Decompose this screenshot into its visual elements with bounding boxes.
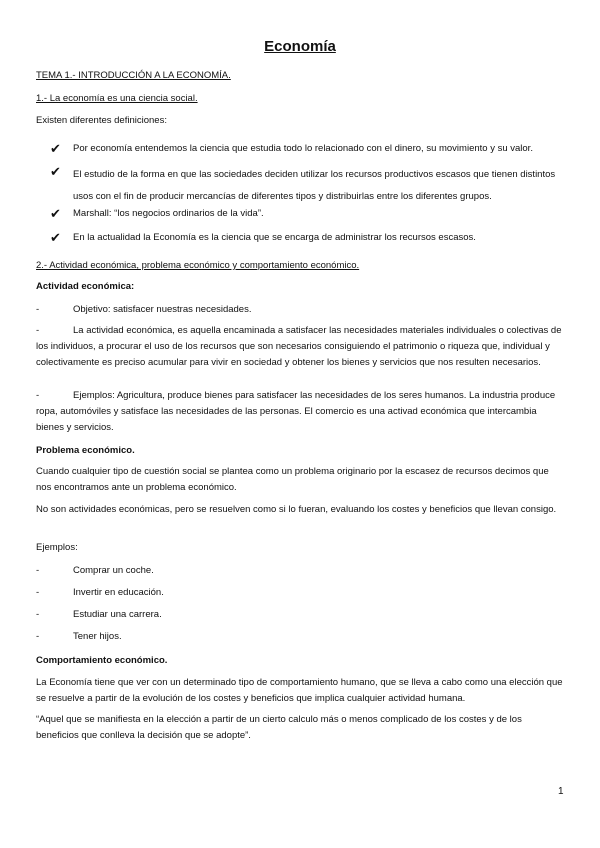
dash-bullet: - <box>36 565 40 576</box>
ejemplos-label: Ejemplos: <box>36 542 78 553</box>
problema-paragraph: No son actividades económicas, pero se resuelven como si lo fueran, evaluando los costes y beneficios que llevan consigo. <box>36 504 557 515</box>
comportamiento-paragraph: La Economía tiene que ver con un determinado tipo de comportamiento humano, que se lleva a cabo como una elección que se resuelve a partir de la evolución de los costes y beneficios que implica cualquier actividad humana. <box>36 677 563 704</box>
definition-item: Por economía entendemos la ciencia que estudia todo lo relacionado con el dinero, su movimiento y su valor. <box>73 143 533 154</box>
section2-heading: 2.- Actividad económica, problema económico y comportamiento económico. <box>36 260 360 271</box>
dash-bullet: - <box>36 304 40 315</box>
page-number: 1 <box>558 786 564 797</box>
dash-bullet: - <box>36 390 40 401</box>
definition-item: Marshall: “los negocios ordinarios de la vida”. <box>73 208 264 219</box>
check-icon: ✔ <box>50 230 61 245</box>
ejemplo-item: Comprar un coche. <box>73 565 154 576</box>
ejemplo-item: Estudiar una carrera. <box>73 609 162 620</box>
ejemplo-item: Tener hijos. <box>73 631 122 642</box>
problema-heading: Problema económico. <box>36 445 135 456</box>
dash-bullet: - <box>36 325 40 336</box>
dash-bullet: - <box>36 631 40 642</box>
problema-paragraph: Cuando cualquier tipo de cuestión social se plantea como un problema originario por la escasez de recursos decimos que nos encontramos ante un problema económico. <box>36 466 549 493</box>
definition-item: El estudio de la forma en que las sociedades deciden utilizar los recursos productivos escasos que tienen distintos usos con el fin de producir mercancías de diferentes tipos y distribuirlas entre los diferentes grupos. <box>73 169 556 202</box>
check-icon: ✔ <box>50 164 61 179</box>
definition-item: En la actualidad la Economía es la ciencia que se encarga de administrar los recursos escasos. <box>73 232 476 243</box>
check-icon: ✔ <box>50 141 61 156</box>
dash-bullet: - <box>36 587 40 598</box>
actividad-item: Objetivo: satisfacer nuestras necesidades. <box>73 304 252 315</box>
tema-heading: TEMA 1.- INTRODUCCIÓN A LA ECONOMÍA. <box>36 70 231 81</box>
actividad-item: Ejemplos: Agricultura, produce bienes para satisfacer las necesidades de los seres humanos. La industria produce ropa, automóviles y satisface las necesidades de las personas. El comercio es una activad económica que intercambia bienes y servicios. <box>36 390 556 433</box>
check-icon: ✔ <box>50 206 61 221</box>
actividad-item: La actividad económica, es aquella encaminada a satisfacer las necesidades materiales individuales o colectivas de los individuos, a procurar el uso de los recursos que son necesarios consiguiendo el patrimonio o riqueza que, individual y colectivamente es preciso acumular para vivir en sociedad y obtener los bienes y servicios que nos resulten necesarios. <box>36 325 562 368</box>
ejemplo-item: Invertir en educación. <box>73 587 164 598</box>
intro-text: Existen diferentes definiciones: <box>36 115 167 126</box>
comportamiento-quote: “Aquel que se manifiesta en la elección a partir de un cierto calculo más o menos complicado de los costes y de los beneficios que conlleva la decisión que se adopte”. <box>36 714 522 741</box>
dash-bullet: - <box>36 609 40 620</box>
comportamiento-heading: Comportamiento económico. <box>36 655 168 666</box>
actividad-heading: Actividad económica: <box>36 281 135 292</box>
section1-heading: 1.- La economía es una ciencia social. <box>36 93 198 104</box>
document-title: Economía <box>264 38 336 55</box>
